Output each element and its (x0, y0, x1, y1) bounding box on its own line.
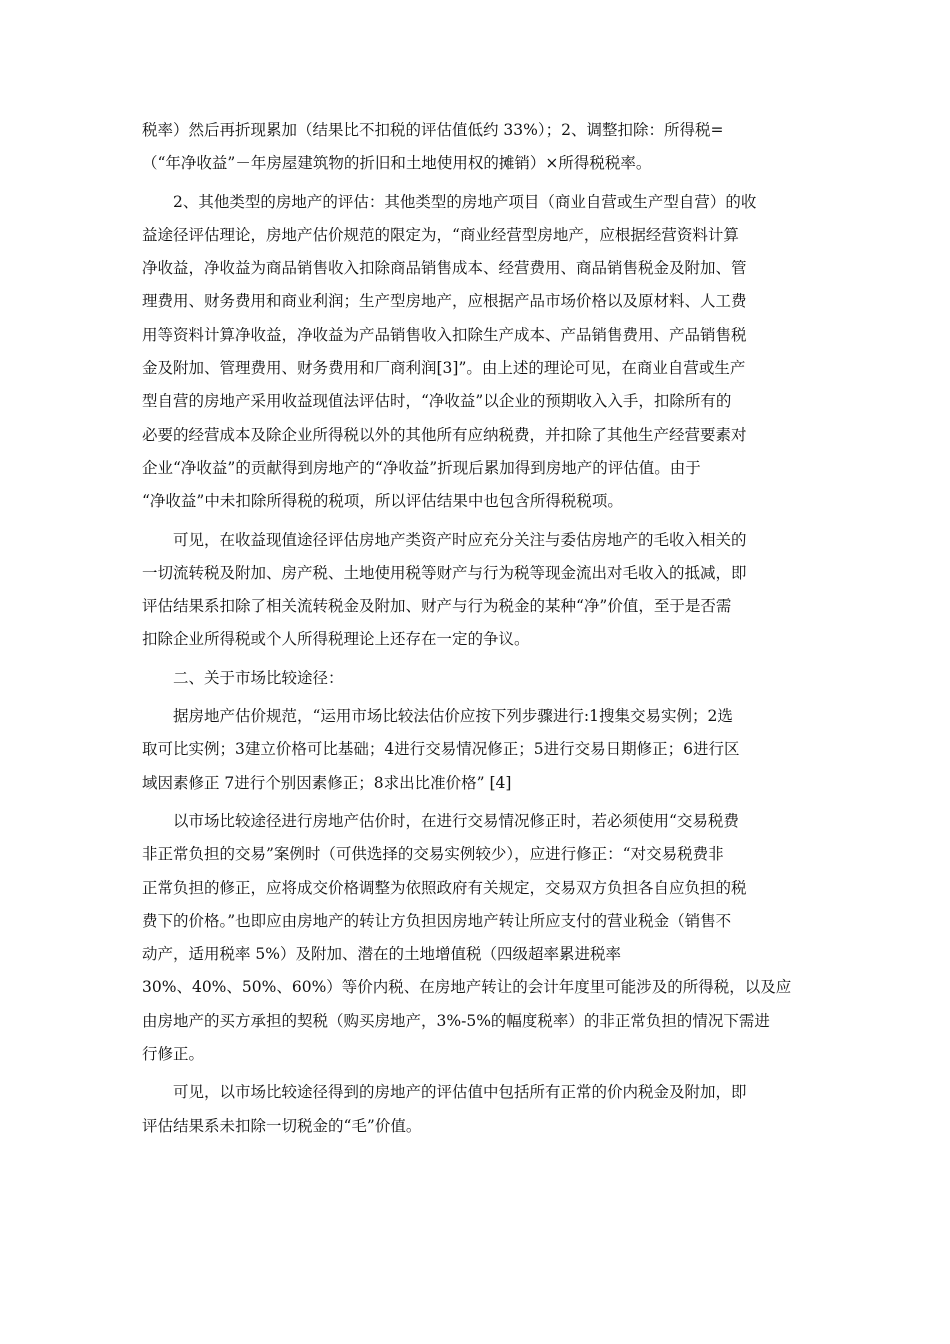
text-line: 必要的经营成本及除企业所得税以外的其他所有应纳税费，并扣除了其他生产经营要素对 (142, 425, 747, 444)
text-line: 由房地产的买方承担的契税（购买房地产，3%-5%的幅度税率）的非正常负担的情况下需进 (142, 1011, 770, 1030)
text-line: 理费用、财务费用和商业利润；生产型房地产，应根据产品市场价格以及原材料、人工费 (142, 292, 747, 311)
text-line: 取可比实例；3建立价格可比基础；4进行交易情况修正；5进行交易日期修正；6进行区 (142, 740, 740, 759)
text-line: 评估结果系未扣除一切税金的“毛”价值。 (142, 1116, 422, 1135)
text-line: 税率）然后再折现累加（结果比不扣税的评估值低约 33%）；2、调整扣除：所得税= (142, 121, 724, 139)
text-line: 可见，以市场比较途径得到的房地产的评估值中包括所有正常的价内税金及附加，即 (173, 1083, 747, 1102)
text-line: 以市场比较途径进行房地产估价时，在进行交易情况修正时，若必须使用“交易税费 (173, 811, 739, 830)
text-line: 企业“净收益”的贡献得到房地产的“净收益”折现后累加得到房地产的评估值。由于 (142, 458, 701, 477)
text-line: 行修正。 (142, 1045, 205, 1064)
text-line: 据房地产估价规范，“运用市场比较法估价应按下列步骤进行:1搜集交易实例；2选 (173, 707, 733, 726)
text-line: 型自营的房地产采用收益现值法评估时，“净收益”以企业的预期收入入手，扣除所有的 (142, 392, 732, 411)
text-line: 金及附加、管理费用、财务费用和厂商利润[3]”。由上述的理论可见，在商业自营或生产 (142, 359, 746, 378)
text-line: 净收益，净收益为商品销售收入扣除商品销售成本、经营费用、商品销售税金及附加、管 (142, 259, 747, 278)
text-line: 评估结果系扣除了相关流转税金及附加、财产与行为税金的某种“净”价值，至于是否需 (142, 597, 732, 616)
text-line: 可见，在收益现值途径评估房地产类资产时应充分关注与委估房地产的毛收入相关的 (173, 530, 747, 549)
text-line: 2、其他类型的房地产的评估：其他类型的房地产项目（商业自营或生产型自营）的收 (173, 192, 757, 211)
document-body (142, 114, 810, 1143)
text-line: 正常负担的修正，应将成交价格调整为依照政府有关规定，交易双方负担各自应负担的税 (142, 878, 747, 897)
text-line: 非正常负担的交易”案例时（可供选择的交易实例较少），应进行修正：“对交易税费非 (142, 845, 724, 864)
text-line: 益途径评估理论，房地产估价规范的限定为，“商业经营型房地产，应根据经营资料计算 (142, 225, 739, 244)
text-line: “净收益”中未扣除所得税的税项，所以评估结果中也包含所得税税项。 (142, 492, 623, 511)
text-line: 动产，适用税率 5%）及附加、潜在的土地增值税（四级超率累进税率 (142, 945, 622, 964)
text-line: 二、关于市场比较途径： (173, 668, 344, 687)
text-line: 一切流转税及附加、房产税、土地使用税等财产与行为税等现金流出对毛收入的抵减，即 (142, 563, 747, 582)
text-line: 30%、40%、50%、60%）等价内税、在房地产转让的会计年度里可能涉及的所得税，以及应 (142, 978, 792, 997)
text-line: （“年净收益”－年房屋建筑物的折旧和土地使用权的摊销）×所得税税率。 (142, 154, 652, 173)
text-line: 费下的价格。”也即应由房地产的转让方负担因房地产转让所应支付的营业税金（销售不 (142, 911, 732, 930)
text-line: 用等资料计算净收益，净收益为产品销售收入扣除生产成本、产品销售费用、产品销售税 (142, 325, 747, 344)
text-line: 扣除企业所得税或个人所得税理论上还存在一定的争议。 (142, 630, 530, 649)
text-line: 域因素修正 7进行个别因素修正；8求出比准价格” [4] (142, 773, 512, 792)
